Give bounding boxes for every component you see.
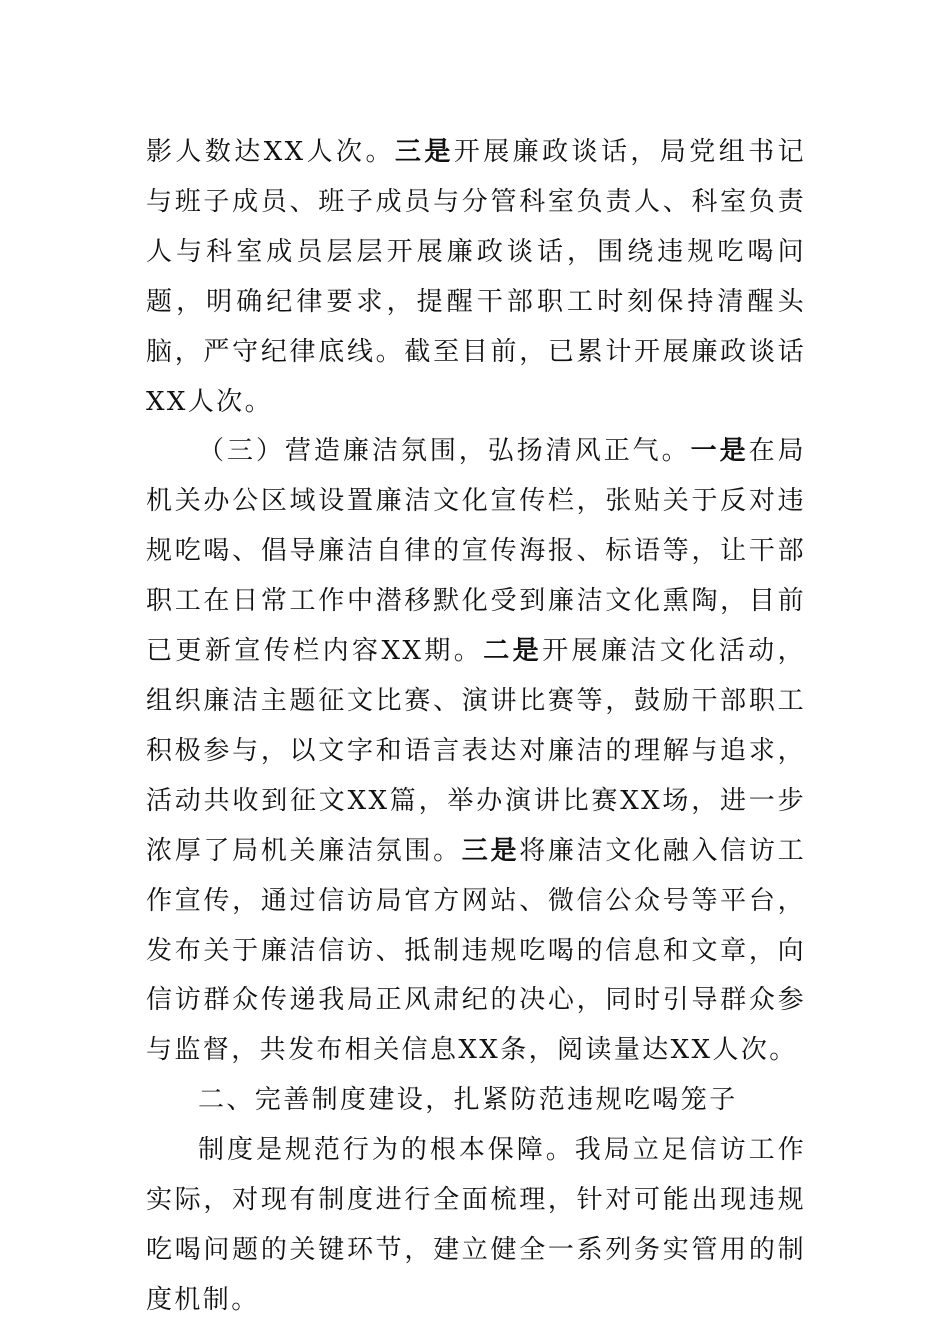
paragraph-1 xyxy=(146,128,806,427)
closing-paragraph: 制度是规范行为的根本保障。我局立足信访工作实际，对现有制度进行全面梳理，针对可能出现违规吃喝问题的关键环节，建立健全一系列务实管用的制度机制。 xyxy=(146,1135,806,1315)
paragraph-1-lead-3: 三是 xyxy=(394,137,454,167)
paragraph-2 xyxy=(146,427,806,1076)
section-heading: 二、完善制度建设，扎紧防范违规吃喝笼子 xyxy=(198,1085,738,1116)
paragraph-2-lead-1: 一是 xyxy=(690,436,749,467)
paragraph-2-lead-3: 三是 xyxy=(461,835,520,866)
paragraph-1-text-1: 影人数达XX人次。 xyxy=(146,137,395,167)
paragraph-2-text-2: 开展廉洁文化活动，组织廉洁主题征文比赛、演讲比赛等，鼓励干部职工积极参与，以文字和语言表达对廉洁的理解与追求，活动共收到征文XX篇，举办演讲比赛XX场，进一步浓厚了局机关廉洁氛围。 xyxy=(146,636,806,866)
paragraph-2-subheading: （三）营造廉洁氛围，弘扬清风正气。 xyxy=(198,436,691,467)
paragraph-2-lead-2: 二是 xyxy=(483,636,543,667)
paragraph-2-text-1: 在局机关办公区域设置廉洁文化宣传栏，张贴关于反对违规吃喝、倡导廉洁自律的宣传海报、标语等，让干部职工在日常工作中潜移默化受到廉洁文化熏陶，目前已更新宣传栏内容XX期。 xyxy=(146,436,806,667)
paragraph-2-text-3: 将廉洁文化融入信访工作宣传，通过信访局官方网站、微信公众号等平台，发布关于廉洁信访、抵制违规吃喝的信息和文章，向信访群众传递我局正风肃纪的决心，同时引导群众参与监督，共发布相关信息XX条，阅读量达XX人次。 xyxy=(146,835,806,1066)
paragraph-1-text-2: 开展廉政谈话，局党组书记与班子成员、班子成员与分管科室负责人、科室负责人与科室成员层层开展廉政谈话，围绕违规吃喝问题，明确纪律要求，提醒干部职工时刻保持清醒头脑，严守纪律底线。截至目前，已累计开展廉政谈话XX人次。 xyxy=(146,137,806,417)
document-page xyxy=(146,128,806,1326)
